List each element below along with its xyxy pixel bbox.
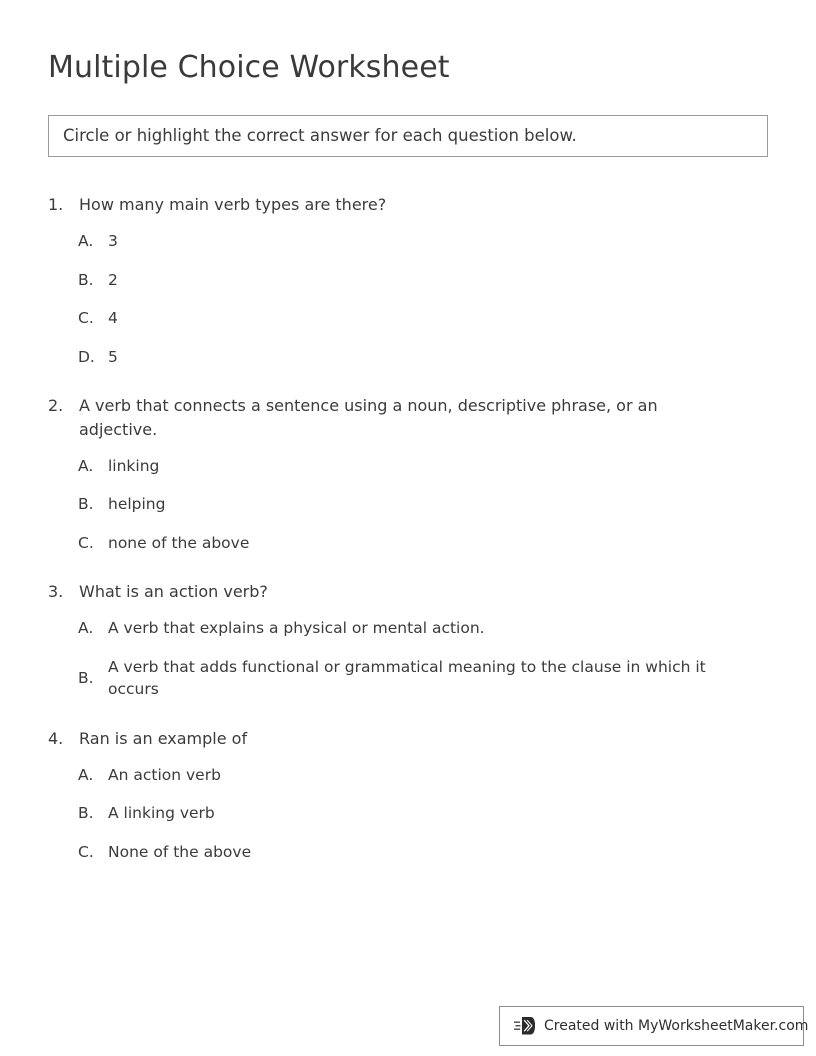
option-letter: A. (78, 619, 94, 638)
option-row[interactable] (48, 617, 768, 639)
question-text: A verb that connects a sentence using a noun, descriptive phrase, or an adjective. (79, 396, 658, 439)
option-text: linking (108, 456, 160, 475)
option-row[interactable] (48, 230, 768, 252)
instructions-box (48, 115, 768, 157)
option-row[interactable] (48, 269, 768, 291)
option-row[interactable] (48, 346, 768, 368)
option-row[interactable] (48, 802, 768, 824)
worksheet-maker-logo-icon (512, 1014, 538, 1038)
question-number: 1. (48, 195, 64, 215)
questions-list (48, 193, 768, 863)
option-letter: B. (78, 669, 94, 687)
footer-credit-text: Created with MyWorksheetMaker.com (544, 1018, 809, 1034)
question-line (48, 193, 768, 216)
option-letter: A. (78, 232, 94, 251)
question-line (48, 580, 768, 603)
question-number: 3. (48, 582, 64, 602)
option-letter: C. (78, 309, 94, 328)
question-block (48, 727, 768, 864)
option-text: A verb that explains a physical or mental action. (108, 619, 485, 638)
option-row[interactable] (48, 455, 768, 477)
option-letter: C. (78, 533, 94, 552)
option-letter: A. (78, 765, 94, 784)
page-title: Multiple Choice Worksheet (48, 50, 450, 85)
option-text: An action verb (108, 765, 221, 784)
option-row[interactable] (48, 493, 768, 515)
footer-badge (499, 1006, 809, 1046)
options-list (48, 617, 768, 700)
option-letter: D. (78, 347, 95, 366)
option-row[interactable] (48, 656, 768, 701)
option-text: 5 (108, 347, 118, 366)
question-text: What is an action verb? (79, 582, 268, 602)
question-number: 2. (48, 396, 64, 416)
option-text: 4 (108, 309, 118, 328)
question-text: Ran is an example of (79, 728, 248, 748)
option-text: none of the above (108, 533, 250, 552)
option-text: 3 (108, 232, 118, 251)
option-letter: C. (78, 842, 94, 861)
option-row[interactable] (48, 307, 768, 329)
option-text: A linking verb (108, 804, 215, 823)
option-row[interactable] (48, 841, 768, 863)
option-letter: A. (78, 456, 94, 475)
option-letter: B. (78, 270, 94, 289)
question-line (48, 727, 768, 750)
options-list (48, 764, 768, 863)
question-number: 4. (48, 728, 64, 748)
option-text: A verb that adds functional or grammatical meaning to the clause in which it occurs (108, 657, 706, 699)
question-text: How many main verb types are there? (79, 195, 387, 215)
question-line (48, 394, 768, 440)
option-text: helping (108, 495, 166, 514)
question-block (48, 394, 768, 554)
option-text: None of the above (108, 842, 252, 861)
option-row[interactable] (48, 532, 768, 554)
question-block (48, 580, 768, 701)
options-list (48, 230, 768, 368)
question-block (48, 193, 768, 368)
instructions-text: Circle or highlight the correct answer for each question below. (63, 126, 577, 145)
option-row[interactable] (48, 764, 768, 786)
options-list (48, 455, 768, 554)
option-letter: B. (78, 804, 94, 823)
option-letter: B. (78, 495, 94, 514)
option-text: 2 (108, 270, 118, 289)
